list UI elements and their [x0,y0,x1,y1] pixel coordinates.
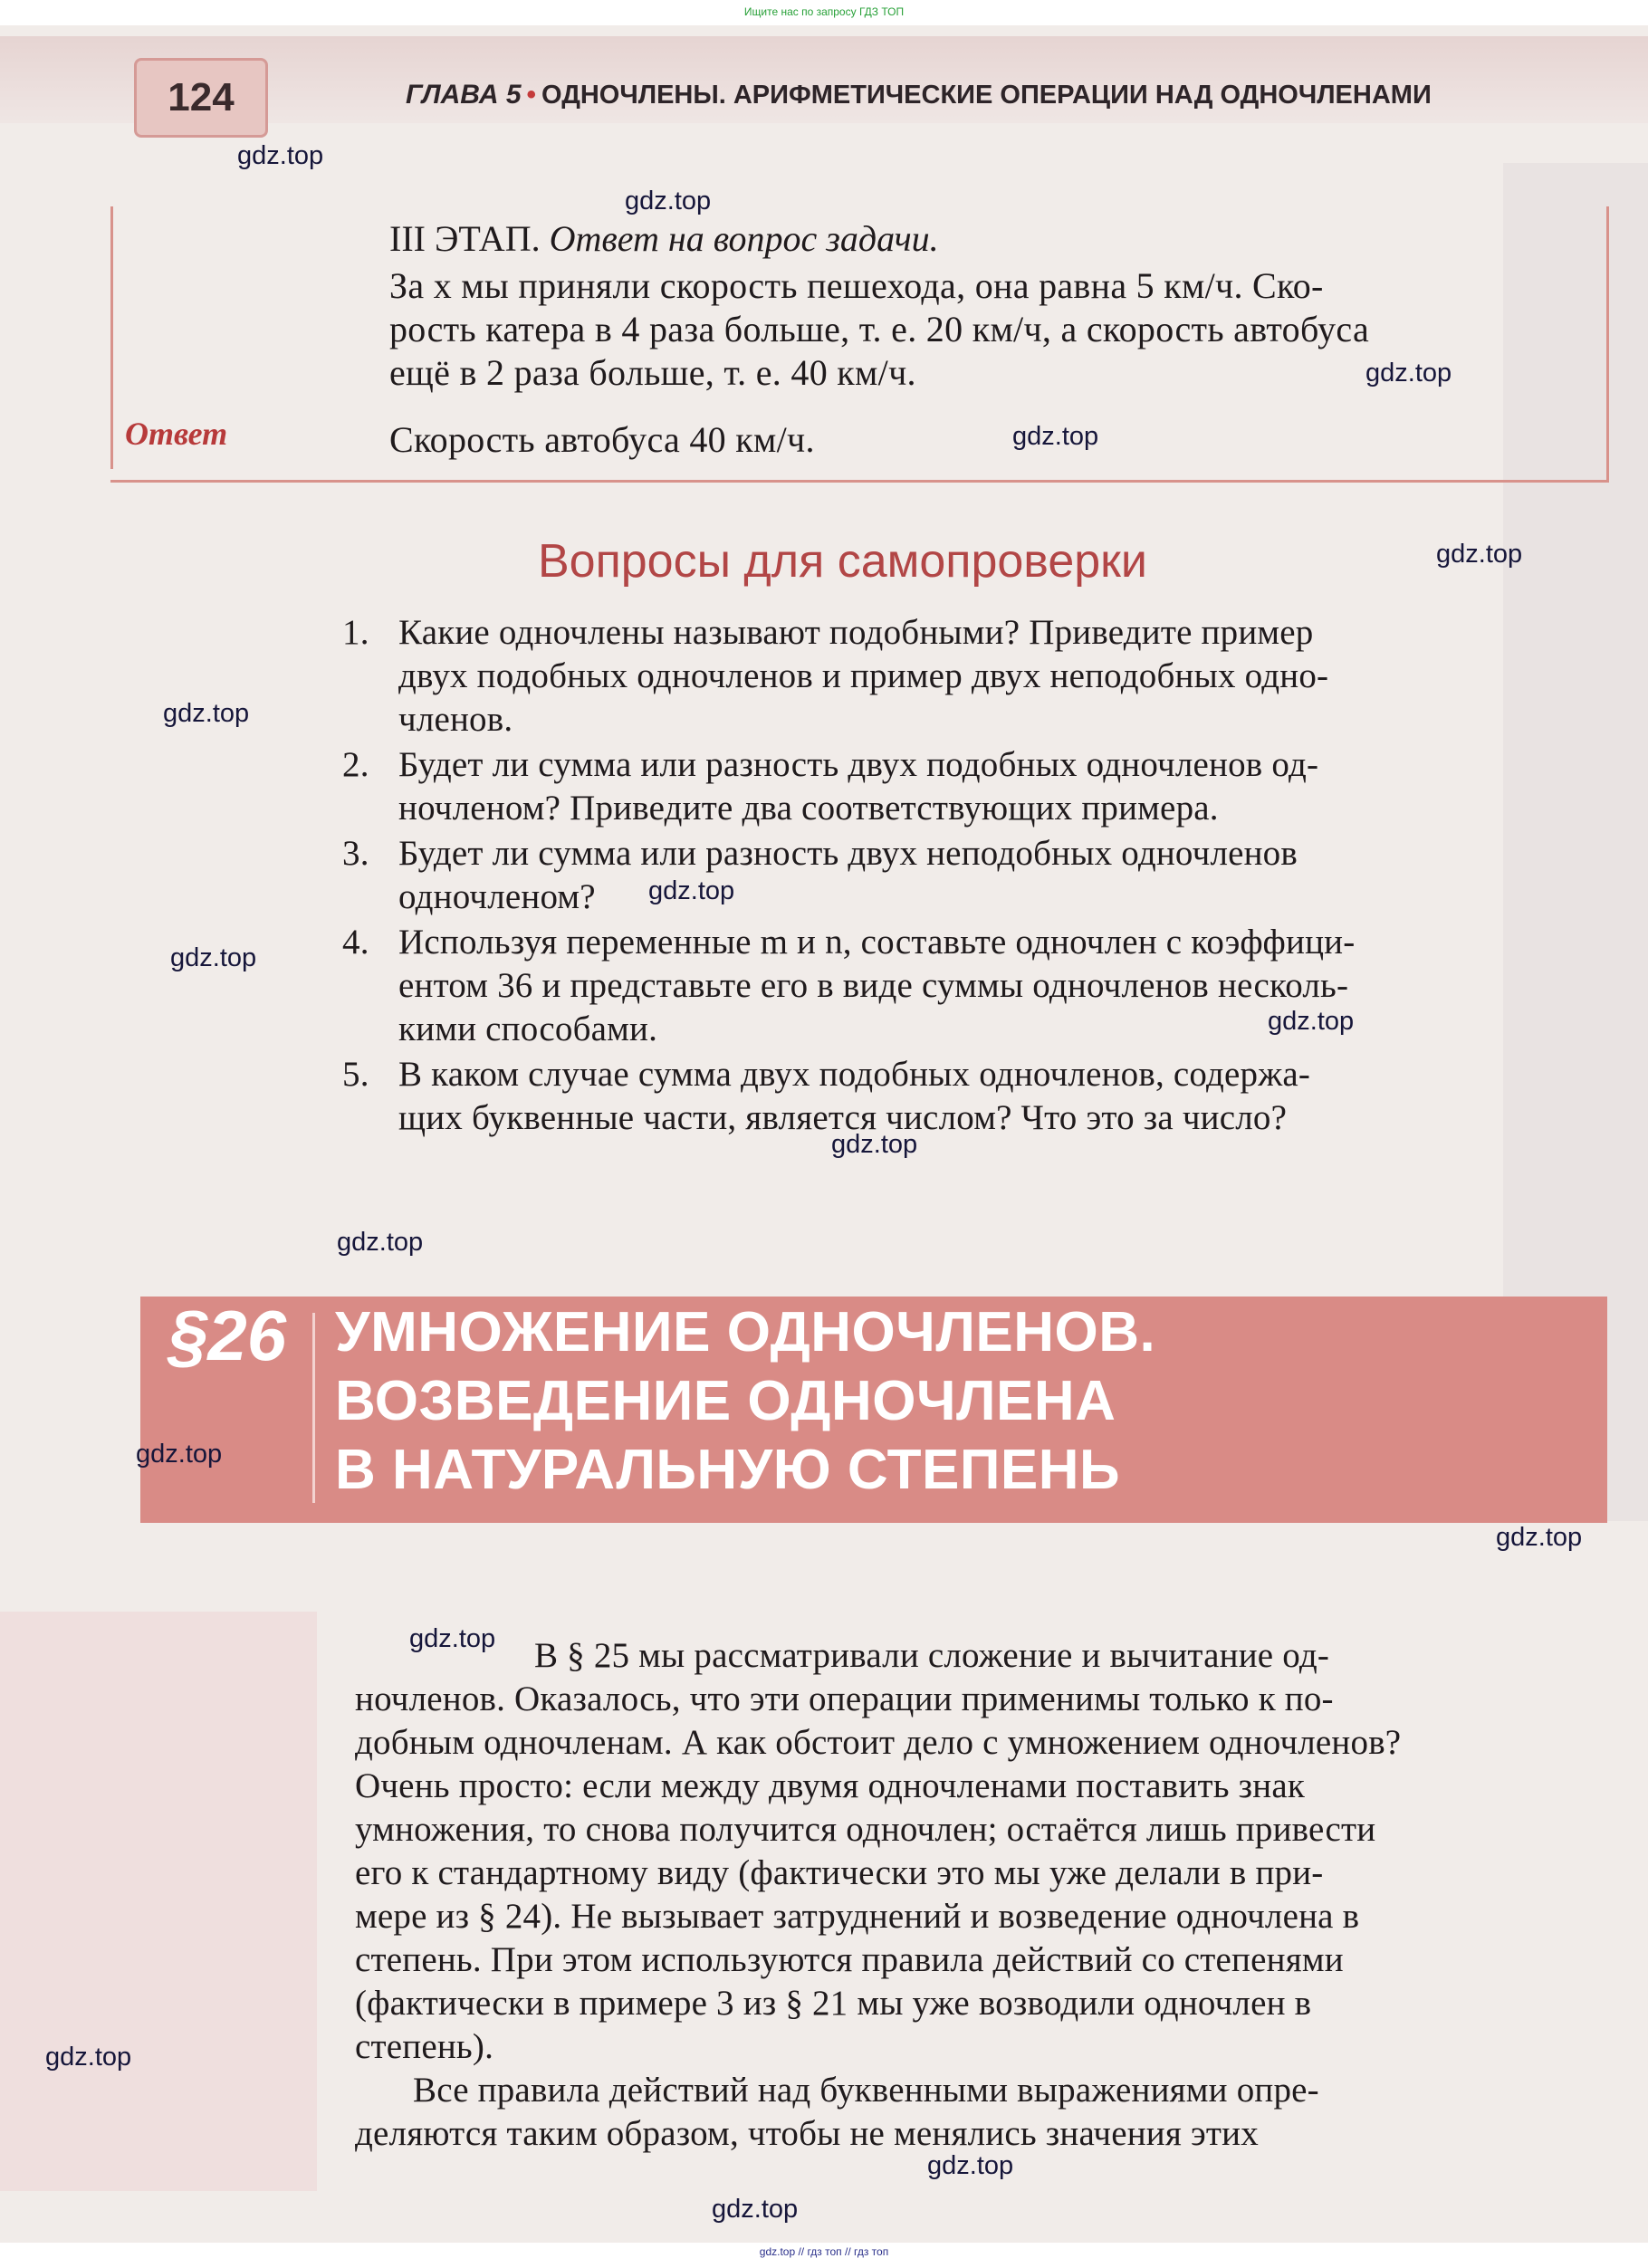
watermark: gdz.top [1496,1523,1583,1552]
watermark: gdz.top [1436,540,1523,569]
watermark: gdz.top [648,876,735,905]
questions-heading: Вопросы для самопроверки [538,535,1147,588]
chapter-bullet: • [526,80,537,110]
body-text-line: добным одночленам. А как обстоит дело с умножением одночленов? [355,1723,1402,1762]
question-line: Будет ли сумма или разность двух неподобных одночленов [398,834,1298,873]
question-line: двух подобных одночленов и пример двух неподобных одно- [398,656,1329,695]
answer-text: Скорость автобуса 40 км/ч. [389,419,815,460]
section-title-line: В НАТУРАЛЬНУЮ СТЕПЕНЬ [335,1439,1121,1501]
body-text-line: Все правила действий над буквенными выражениями опре- [413,2071,1319,2110]
section-divider [312,1313,315,1503]
answer-line: За x мы приняли скорость пешехода, она равна 5 км/ч. Ско- [389,265,1324,306]
watermark: gdz.top [1268,1007,1355,1036]
watermark: gdz.top [1365,359,1452,388]
watermark: gdz.top [136,1440,223,1469]
question-number: 2. [342,745,369,784]
bottom-note: gdz.top // гдз топ // гдз топ [759,2245,889,2258]
body-text-line: деляются таким образом, чтобы не менялись значения этих [355,2114,1259,2153]
answer-line: ещё в 2 раза больше, т. е. 40 км/ч. [389,352,916,393]
watermark: gdz.top [1012,422,1099,451]
question-line: ночленом? Приведите два соответствующих примера. [398,789,1219,828]
watermark: gdz.top [831,1130,918,1159]
question-line: ентом 36 и представьте его в виде суммы одночленов несколь- [398,966,1349,1005]
question-line: членов. [398,700,513,739]
body-text-line: В § 25 мы рассматривали сложение и вычитание од- [534,1636,1330,1675]
watermark: gdz.top [712,2195,799,2224]
watermark: gdz.top [45,2043,132,2072]
question-line: Используя переменные m и n, составьте одночлен с коэффици- [398,923,1356,962]
stage-prefix: III ЭТАП. [389,218,541,259]
watermark: gdz.top [170,943,257,972]
margin-shade [0,1612,317,2191]
watermark: gdz.top [927,2151,1014,2180]
body-text-line: ночленов. Оказалось, что эти операции применимы только к по- [355,1679,1334,1718]
section-title-line: УМНОЖЕНИЕ ОДНОЧЛЕНОВ. [335,1301,1156,1364]
section-number: §26 [168,1296,287,1375]
watermark: gdz.top [625,187,712,215]
question-line: щих буквенные части, является числом? Что это за число? [398,1098,1288,1137]
watermark: gdz.top [409,1624,496,1653]
question-line: В каком случае сумма двух подобных одночленов, содержа- [398,1055,1311,1094]
watermark: gdz.top [237,141,324,170]
stage-title: Ответ на вопрос задачи. [549,218,939,259]
stage-heading [389,217,939,260]
question-line: одночленом? [398,877,596,916]
watermark: gdz.top [163,699,250,728]
question-number: 3. [342,834,369,873]
question-line: Будет ли сумма или разность двух подобных одночленов од- [398,745,1319,784]
answer-line: рость катера в 4 раза больше, т. е. 20 км/ч, а скорость автобуса [389,309,1369,349]
body-text-line: степень). [355,2027,494,2066]
body-text-line: мере из § 24). Не вызывает затруднений и возведение одночлена в [355,1897,1360,1936]
body-text-line: его к стандартному виду (фактически это мы уже делали в при- [355,1853,1324,1892]
body-text-line: (фактически в примере 3 из § 21 мы уже возводили одночлен в [355,1984,1312,2023]
answer-label: Ответ [125,416,228,452]
page-number: 124 [134,58,268,138]
question-number: 1. [342,613,369,652]
body-text-line: степень. При этом используются правила действий со степенями [355,1940,1344,1979]
question-number: 5. [342,1055,369,1094]
chapter-label: ГЛАВА 5 [406,80,522,110]
section-title-line: ВОЗВЕДЕНИЕ ОДНОЧЛЕНА [335,1370,1116,1432]
chapter-title: ОДНОЧЛЕНЫ. АРИФМЕТИЧЕСКИЕ ОПЕРАЦИИ НАД ОДНОЧЛЕНАМИ [541,81,1432,110]
body-text-line: умножения, то снова получится одночлен; остаётся лишь привести [355,1810,1376,1849]
question-line: Какие одночлены называют подобными? Приведите пример [398,613,1314,652]
chapter-header [406,80,1432,110]
question-number: 4. [342,923,369,962]
top-search-note: Ищите нас по запросу ГДЗ ТОП [743,5,905,18]
watermark: gdz.top [337,1228,424,1257]
body-text-line: Очень просто: если между двумя одночленами поставить знак [355,1766,1305,1805]
question-line: кими способами. [398,1010,658,1048]
